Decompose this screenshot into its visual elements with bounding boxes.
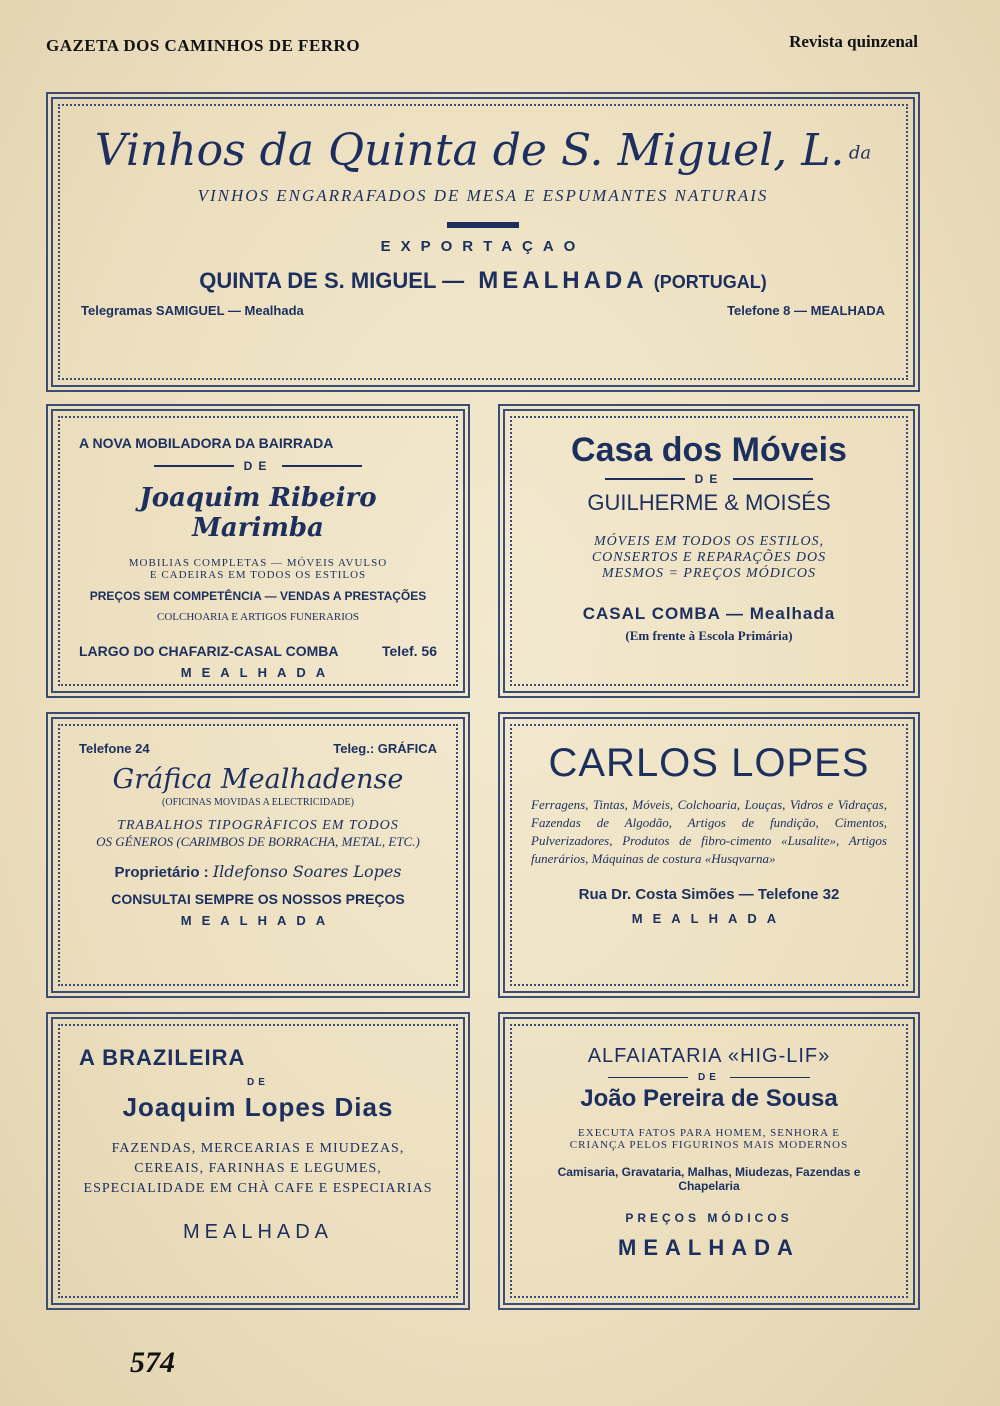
mobiladora-name: Joaquim Ribeiro Marimba [139, 483, 377, 543]
brazileira-de: DE [247, 1077, 269, 1088]
casa-title: Casa dos Móveis [571, 431, 847, 469]
grafica-consult: CONSULTAI SEMPRE OS NOSSOS PREÇOS [111, 891, 405, 907]
grafica-owner-label: Proprietário : [114, 864, 209, 881]
carlos-title: CARLOS LOPES [548, 741, 870, 785]
casa-de [527, 472, 891, 486]
quinta-subtitle: VINHOS ENGARRAFADOS DE MESA E ESPUMANTES NATURAIS [197, 186, 769, 205]
ad-carlos-lopes [498, 712, 920, 998]
quinta-export: EXPORTAÇAO [380, 238, 586, 255]
quinta-address-a: QUINTA DE S. MIGUEL [199, 268, 437, 293]
quinta-title: Vinhos da Quinta de S. Miguel, L. [94, 125, 845, 176]
grafica-telegram: Teleg.: GRÁFICA [333, 741, 437, 756]
grafica-owner-line [79, 862, 437, 881]
ad-alfaiataria-hig-lif [498, 1012, 920, 1310]
grafica-sub: (OFICINAS MOVIDAS A ELECTRICIDADE) [162, 797, 354, 808]
mobiladora-desc1: MOBILIAS COMPLETAS — MÓVEIS AVULSO [128, 557, 388, 569]
brazileira-owner: Joaquim Lopes Dias [122, 1092, 394, 1122]
casa-desc1: MÓVEIS EM TODOS OS ESTILOS, [593, 534, 825, 549]
casa-note: (Em frente à Escola Primária) [625, 628, 793, 643]
quinta-telegrams: Telegramas SAMIGUEL — Mealhada [81, 303, 304, 318]
higlif-owner: João Pereira de Sousa [580, 1085, 838, 1112]
higlif-lines: Camisaria, Gravataria, Malhas, Miudezas, Fazendas e Chapelaria [557, 1165, 861, 1193]
quinta-phone: Telefone 8 — MEALHADA [727, 303, 885, 318]
journal-title: GAZETA DOS CAMINHOS DE FERRO [46, 36, 361, 55]
journal-frequency: Revista quinzenal [789, 32, 918, 51]
brazileira-title: A BRAZILEIRA [79, 1045, 246, 1070]
quinta-address-c: (PORTUGAL) [653, 272, 767, 292]
ad-a-brazileira [46, 1012, 470, 1310]
casa-desc3: MESMOS = PREÇOS MÓDICOS [601, 566, 817, 581]
higlif-town: MEALHADA [618, 1235, 800, 1260]
grafica-town: MEALHADA [180, 913, 336, 928]
grafica-owner: Ildefonso Soares Lopes [212, 862, 402, 881]
mobiladora-prices: PREÇOS SEM COMPETÊNCIA — VENDAS A PRESTAÇÕES [89, 589, 427, 603]
ad-grafica-mealhadense [46, 712, 470, 998]
mobiladora-de-text: DE [243, 459, 273, 473]
mobiladora-address: LARGO DO CHAFARIZ-CASAL COMBA [79, 643, 339, 659]
mobiladora-de [79, 459, 437, 473]
quinta-address-b: MEALHADA [478, 267, 648, 294]
higlif-desc2: CRIANÇA PELOS FIGURINOS MAIS MODERNOS [569, 1139, 849, 1151]
casa-desc2: CONSERTOS E REPARAÇÕES DOS [591, 550, 827, 565]
mobiladora-desc2: E CADEIRAS EM TODOS OS ESTILOS [149, 569, 367, 581]
quinta-address: QUINTA DE S. MIGUEL — MEALHADA (PORTUGAL) [199, 267, 767, 294]
ad-quinta-sao-miguel [46, 92, 920, 392]
grafica-work1: TRABALHOS TIPOGRÀFICOS EM TODOS [117, 818, 399, 833]
higlif-desc1: EXECUTA FATOS PARA HOMEM, SENHORA E [578, 1127, 840, 1139]
casa-owners: GUILHERME & MOISÉS [587, 490, 831, 515]
carlos-town: MEALHADA [631, 911, 787, 926]
grafica-phone: Telefone 24 [79, 741, 150, 756]
mobiladora-extra: COLCHOARIA E ARTIGOS FUNERARIOS [157, 611, 359, 623]
higlif-de [527, 1072, 891, 1083]
ad-mobiladora [46, 404, 470, 698]
quinta-title-sup: da [848, 142, 872, 164]
mobiladora-town: MEALHADA [180, 665, 336, 680]
brazileira-desc: FAZENDAS, MERCEARIAS E MIUDEZAS, CEREAIS, FARINHAS E LEGUMES, ESPECIALIDADE EM CHÀ CAFE E ESPECIARIAS [83, 1141, 433, 1196]
carlos-desc: Ferragens, Tintas, Móveis, Colchoaria, Louças, Vidros e Vidraças, Fazendas de Algodão, Artigos de fundição, Cimentos, Pulverizadores, Produtos de fibro-cimento «Lusalite», Artigos funerários, Máquinas de costura «Husqvarna» [531, 797, 887, 866]
quinta-divider [447, 222, 519, 228]
casa-de-text: DE [694, 472, 724, 486]
mobiladora-phone: Telef. 56 [382, 643, 437, 659]
ad-casa-dos-moveis [498, 404, 920, 698]
brazileira-town: MEALHADA [182, 1221, 334, 1243]
higlif-de-text: DE [698, 1072, 720, 1083]
grafica-work2: OS GÉNEROS (CARIMBOS DE BORRACHA, METAL, ETC.) [96, 834, 420, 849]
higlif-prices: PREÇOS MÓDICOS [625, 1211, 793, 1225]
page-number: 574 [130, 1346, 175, 1379]
mobiladora-line1: A NOVA MOBILADORA DA BAIRRADA [79, 435, 334, 451]
casa-address: CASAL COMBA — Mealhada [582, 604, 836, 623]
grafica-name: Gráfica Mealhadense [112, 764, 404, 795]
carlos-address: Rua Dr. Costa Simões — Telefone 32 [578, 886, 840, 903]
higlif-title: ALFAIATARIA «HIG-LIF» [587, 1045, 831, 1067]
